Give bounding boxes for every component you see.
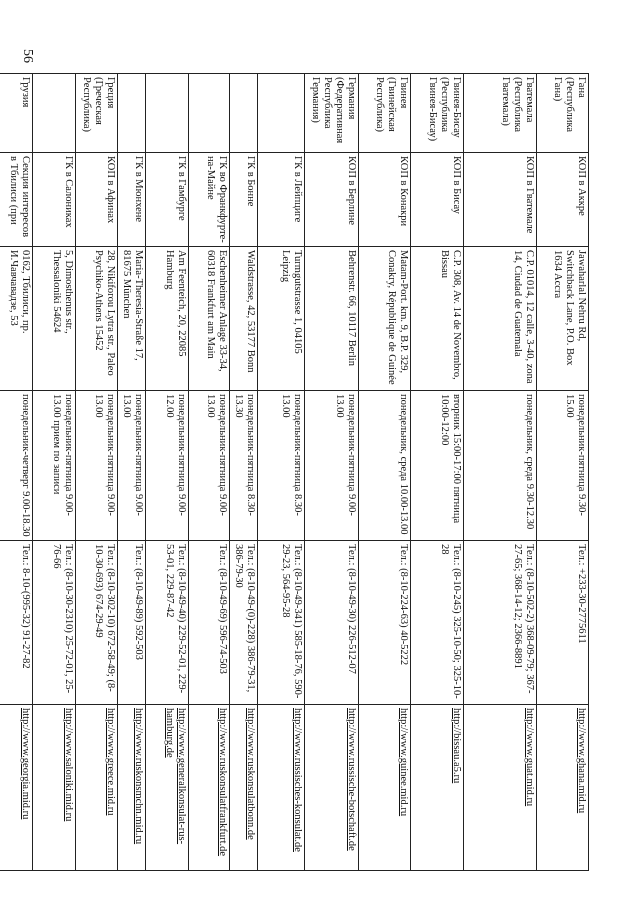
country-cell: Германия (Федеративная Республика Германия) (305, 74, 359, 153)
country-cell: Гватемала (Республика Гватемала) (464, 74, 537, 153)
phone-cell: Тел.: (8-10-49-(0)-228) 386-79-31, 386-79-30 (230, 541, 258, 705)
site-link[interactable]: http://www.saloniki.mid.ru (33, 705, 76, 871)
site-link[interactable]: http://www.guinee.mid.ru (359, 705, 411, 871)
hours-cell: понедельник-пятница 8.30-13.00 (258, 391, 305, 541)
address-cell: 0162, Тбилиси, пр. И.Чавчавадзе, 53 (0, 247, 33, 391)
country-cell: Гвинея-Бисау (Республика Гвинея-Бисау) (411, 74, 464, 153)
office-cell: ГК в Лейпциге (258, 153, 305, 247)
hours-cell: понедельник-пятница 9.00-13.00 (76, 391, 118, 541)
hours-cell: понедельник-пятница 9.00-13.00 прием по записи (33, 391, 76, 541)
phone-cell: Тел.: (8-10-49-30) 226-512-07 (305, 541, 359, 705)
country-cell (33, 74, 76, 153)
site-link[interactable]: http://www.ruskonsulatfrankfurt.de (189, 705, 230, 871)
table-body (0, 74, 589, 871)
office-cell: ГК во Франкфурте-на-Майне (189, 153, 230, 247)
phone-cell: Тел.: (8-10-49-40) 229-52-01, 229-53-01, 229-87-42 (146, 541, 189, 705)
page-number: 56 (20, 49, 35, 63)
phone-cell: Тел.: (8-10-245) 325-10-50; 325-10-28 (411, 541, 464, 705)
phone-cell: Тел.: (8-10-30-2310) 25-72-01, 25-76-66 (33, 541, 76, 705)
table-row (464, 74, 537, 871)
office-cell: КОП в Гватемале (464, 153, 537, 247)
address-cell: Jawaharlal Nehru Rd, Switchback Lane, P.O. Box 1634 Accra (537, 247, 589, 391)
office-cell: КОП в Конакри (359, 153, 411, 247)
address-cell: Waldstrasse, 42, 53177 Bonn (230, 247, 258, 391)
phone-cell: Тел.: (8-10-502-2) 368-09-79; 367-27-65; 368-14-12; 2366-8891 (464, 541, 537, 705)
address-cell: C.P. 308, Av. 14 de Novembro, Bissau (411, 247, 464, 391)
office-cell: ГК в Салониках (33, 153, 76, 247)
office-cell: КОП в Бисау (411, 153, 464, 247)
office-cell: КОП в Берлине (305, 153, 359, 247)
table-row (118, 74, 146, 871)
country-cell (258, 74, 305, 153)
consular-offices-table (0, 73, 589, 871)
site-link[interactable]: http://www.ruskonsmchn.mid.ru (118, 705, 146, 871)
hours-cell: понедельник, среда 9.30-12.30 (464, 391, 537, 541)
phone-cell: Тел.: 8-10-(995-32) 91-27-82 (0, 541, 33, 705)
address-cell: C.P. 01014, 12 calle, 3-40, zona 14, Ciudad de Guatemala (464, 247, 537, 391)
phone-cell: Тел.: (8-10-224-63) 40-5222 (359, 541, 411, 705)
office-cell: Секция интересов в Тбилиси (при (0, 153, 33, 247)
table-row (189, 74, 230, 871)
address-cell: 5, Dimosthenus str., Thessaloniki 54624 (33, 247, 76, 391)
address-cell: Matam-Port. km. 9, B.P. 329, Conakry, République de Guinée (359, 247, 411, 391)
address-cell: 28, Nikiforou Lytra str., Paleo Psychiko-Athens 15452 (76, 247, 118, 391)
site-link[interactable]: http://www.georgia.mid.ru (0, 705, 33, 871)
hours-cell: понедельник-пятница 9.30-15.00 (537, 391, 589, 541)
hours-cell: понедельник-пятница 9.00-13.00 (189, 391, 230, 541)
office-cell: КОП в Афинах (76, 153, 118, 247)
consular-offices-table-container (8, 73, 589, 870)
table-row (0, 74, 33, 871)
table-row (33, 74, 76, 871)
table-row (258, 74, 305, 871)
site-link[interactable]: http://www.generalkonsulat-rus-hamburg.de (146, 705, 189, 871)
table-row (359, 74, 411, 871)
hours-cell: понедельник-пятница 8.30-13.30 (230, 391, 258, 541)
phone-cell: Тел.: +233-30-2775611 (537, 541, 589, 705)
country-cell (118, 74, 146, 153)
address-cell: Eschenheimer Anlage 33-34, 60318 Frankfurt am Main (189, 247, 230, 391)
hours-cell: понедельник-пятница 9.00-13.00 (118, 391, 146, 541)
office-cell: ГК в Бонне (230, 153, 258, 247)
phone-cell: Тел.: (8-10-49-341) 585-18-76, 590-29-23, 564-95-28 (258, 541, 305, 705)
table-row (146, 74, 189, 871)
table-row (305, 74, 359, 871)
site-link[interactable]: http://www.greece.mid.ru (76, 705, 118, 871)
country-cell: Грузия (0, 74, 33, 153)
site-link[interactable]: http://www.russische-botschaft.de (305, 705, 359, 871)
country-cell (146, 74, 189, 153)
table-row (230, 74, 258, 871)
country-cell: Греция (Греческая Республика) (76, 74, 118, 153)
office-cell: ГК в Мюнхене (118, 153, 146, 247)
table-row (537, 74, 589, 871)
site-link[interactable]: http://bissau.a5.ru (411, 705, 464, 871)
table-row (411, 74, 464, 871)
address-cell: Am Feenteich, 20, 22085 Hamburg (146, 247, 189, 391)
phone-cell: Тел.: (8-10-49-69) 596-74-503 (189, 541, 230, 705)
site-link[interactable]: http://www.ruskonsulatbonn.de (230, 705, 258, 871)
phone-cell: Тел.: (8-10-302-10) 672-58-49; (8-10-30-693) 674-29-49 (76, 541, 118, 705)
country-cell: Гана (Республика Гана) (537, 74, 589, 153)
address-cell: Maria-Theresia-Straße 17, 81675 München (118, 247, 146, 391)
hours-cell: понедельник-пятница 9.00-13.00 (305, 391, 359, 541)
hours-cell: вторник 15:00-17:00 пятница 10:00-12:00 (411, 391, 464, 541)
address-cell: Turmgutstrasse 1, 04105 Leipzig (258, 247, 305, 391)
site-link[interactable]: http://www.guat.mid.ru (464, 705, 537, 871)
country-cell: Гвинея (Гвинейская Республика) (359, 74, 411, 153)
phone-cell: Тел.: (8-10-49-89) 592-503 (118, 541, 146, 705)
country-cell (189, 74, 230, 153)
hours-cell: понедельник-пятница 9.00-12.00 (146, 391, 189, 541)
table-row (76, 74, 118, 871)
office-cell: КОП в Аккре (537, 153, 589, 247)
hours-cell: понедельник, среда 10.00-13.00 (359, 391, 411, 541)
office-cell: ГК в Гамбурге (146, 153, 189, 247)
site-link[interactable]: http://www.russisches-konsulat.de (258, 705, 305, 871)
hours-cell: понедельник-четверг 9.00-18.30 (0, 391, 33, 541)
site-link[interactable]: http://www.ghana.mid.ru (537, 705, 589, 871)
country-cell (230, 74, 258, 153)
address-cell: Behrenstr. 66, 10117 Berlin (305, 247, 359, 391)
